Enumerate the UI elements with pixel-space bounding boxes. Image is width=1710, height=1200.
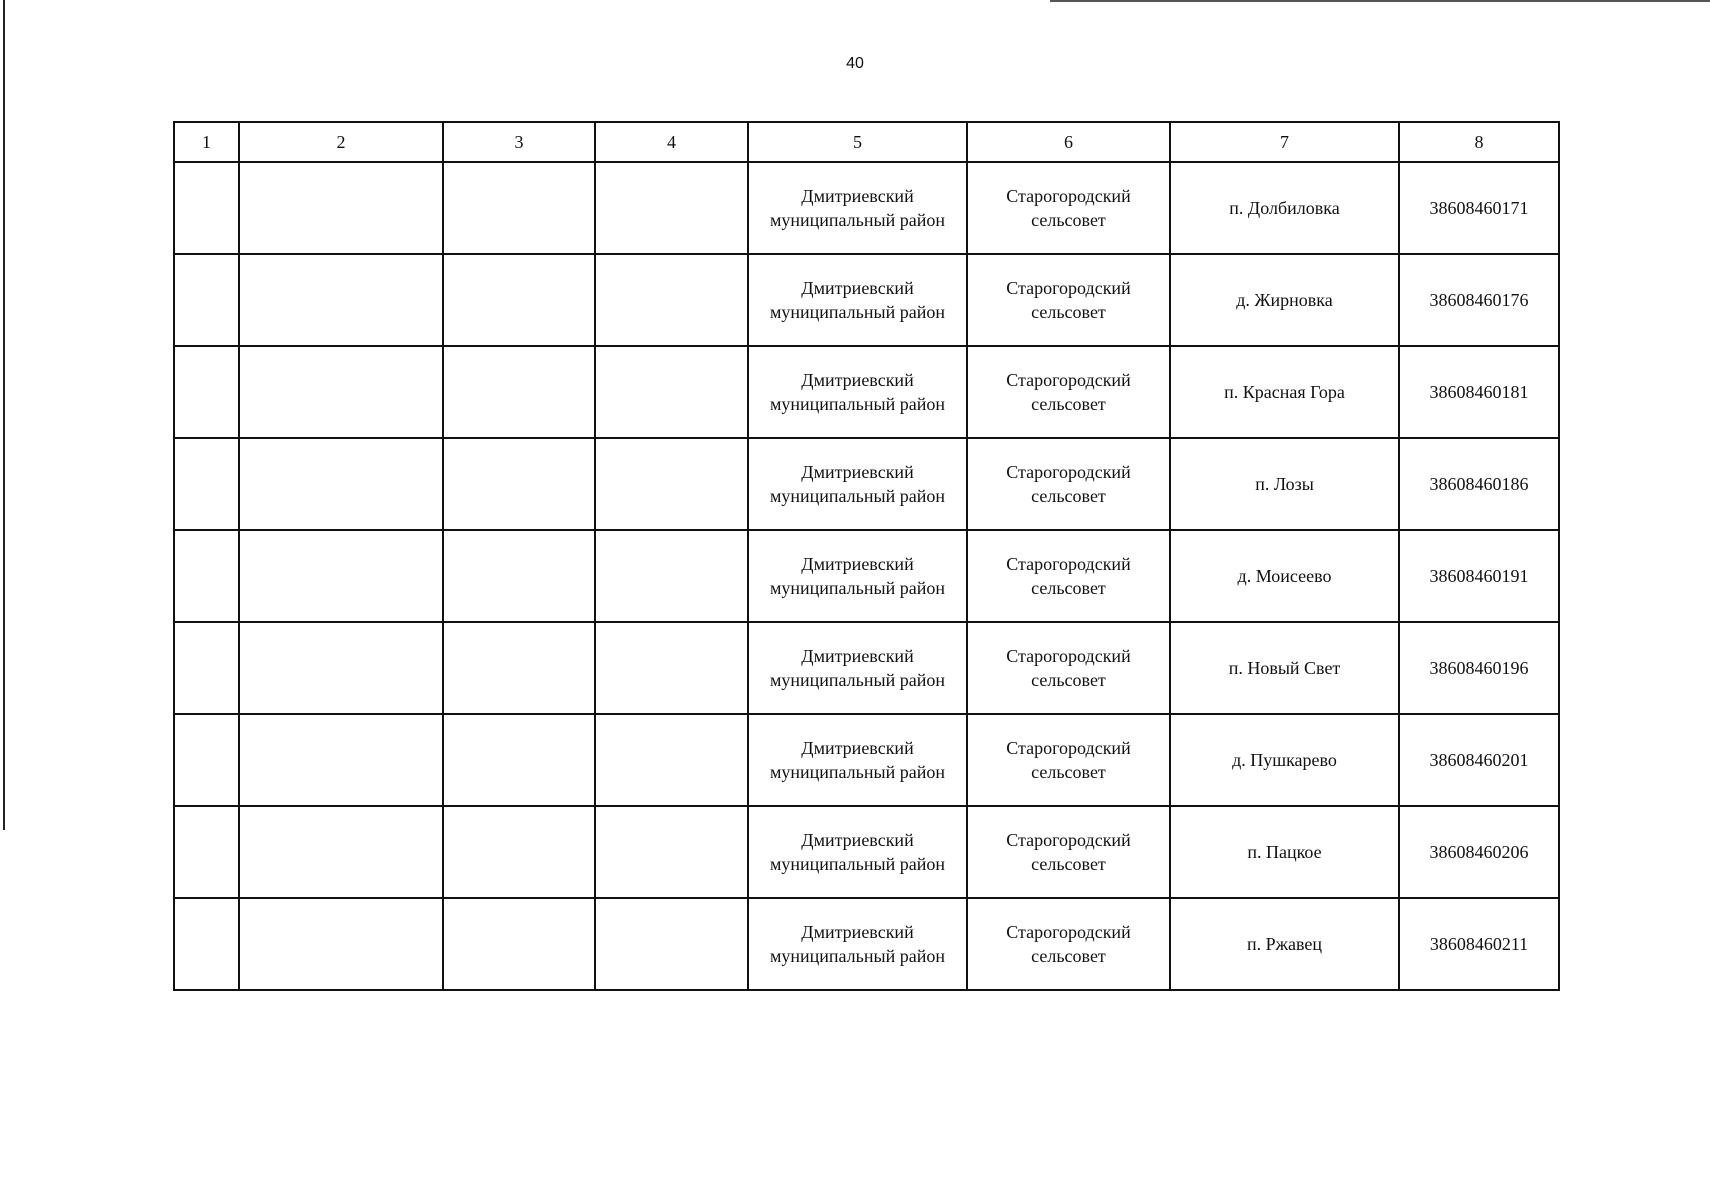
council-line-1: Старогородский [1006,738,1131,758]
table-row [174,254,1559,346]
cell-settlement: д. Моисеево [1170,530,1399,622]
cell-council [967,806,1170,898]
council-line-2: сельсовет [1031,578,1106,598]
cell-col-2 [239,346,443,438]
cell-council [967,438,1170,530]
cell-col-1 [174,714,239,806]
council-line-1: Старогородский [1006,278,1131,298]
settlements-table [173,121,1560,991]
cell-col-3 [443,714,595,806]
table-row [174,530,1559,622]
district-line-1: Дмитриевский [801,554,914,574]
cell-col-2 [239,438,443,530]
cell-col-4 [595,806,748,898]
cell-district [748,438,967,530]
district-line-2: муниципальный район [769,854,945,874]
cell-col-3 [443,438,595,530]
cell-settlement: д. Пушкарево [1170,714,1399,806]
district-line-1: Дмитриевский [801,278,914,298]
cell-code: 38608460211 [1399,898,1559,990]
cell-settlement: п. Новый Свет [1170,622,1399,714]
cell-col-3 [443,346,595,438]
cell-col-2 [239,254,443,346]
cell-col-3 [443,530,595,622]
cell-col-2 [239,714,443,806]
council-line-2: сельсовет [1031,670,1106,690]
cell-col-1 [174,530,239,622]
table-row [174,714,1559,806]
cell-district [748,530,967,622]
cell-col-2 [239,898,443,990]
cell-col-2 [239,162,443,254]
cell-col-2 [239,530,443,622]
district-line-1: Дмитриевский [801,370,914,390]
cell-col-3 [443,622,595,714]
cell-col-1 [174,438,239,530]
cell-district [748,806,967,898]
district-line-2: муниципальный район [769,670,945,690]
district-line-1: Дмитриевский [801,830,914,850]
district-line-2: муниципальный район [769,210,945,230]
council-line-1: Старогородский [1006,554,1131,574]
cell-code: 38608460186 [1399,438,1559,530]
council-line-2: сельсовет [1031,946,1106,966]
cell-code: 38608460171 [1399,162,1559,254]
cell-settlement: п. Лозы [1170,438,1399,530]
district-line-2: муниципальный район [769,946,945,966]
cell-settlement: п. Красная Гора [1170,346,1399,438]
cell-district [748,714,967,806]
district-line-2: муниципальный район [769,762,945,782]
cell-code: 38608460176 [1399,254,1559,346]
column-number: 6 [967,122,1170,162]
council-line-1: Старогородский [1006,646,1131,666]
column-number: 5 [748,122,967,162]
district-line-1: Дмитриевский [801,462,914,482]
cell-col-1 [174,254,239,346]
cell-code: 38608460201 [1399,714,1559,806]
cell-col-1 [174,346,239,438]
cell-col-1 [174,806,239,898]
cell-col-4 [595,438,748,530]
council-line-1: Старогородский [1006,830,1131,850]
district-line-1: Дмитриевский [801,646,914,666]
district-line-2: муниципальный район [769,578,945,598]
cell-council [967,162,1170,254]
cell-code: 38608460191 [1399,530,1559,622]
council-line-2: сельсовет [1031,854,1106,874]
district-line-1: Дмитриевский [801,738,914,758]
cell-settlement: п. Пацкое [1170,806,1399,898]
council-line-1: Старогородский [1006,462,1131,482]
cell-col-4 [595,622,748,714]
cell-col-3 [443,254,595,346]
scan-edge-left [3,0,5,830]
council-line-1: Старогородский [1006,186,1131,206]
cell-col-4 [595,530,748,622]
cell-settlement: п. Ржавец [1170,898,1399,990]
cell-settlement: д. Жирновка [1170,254,1399,346]
cell-col-4 [595,714,748,806]
cell-district [748,898,967,990]
cell-col-1 [174,898,239,990]
column-number: 2 [239,122,443,162]
cell-council [967,898,1170,990]
cell-col-2 [239,806,443,898]
council-line-2: сельсовет [1031,762,1106,782]
council-line-2: сельсовет [1031,302,1106,322]
column-number-row [174,122,1559,162]
council-line-2: сельсовет [1031,486,1106,506]
cell-col-4 [595,898,748,990]
cell-district [748,254,967,346]
table-body [174,122,1559,990]
cell-col-4 [595,162,748,254]
column-number: 1 [174,122,239,162]
cell-col-3 [443,806,595,898]
council-line-2: сельсовет [1031,210,1106,230]
cell-col-4 [595,346,748,438]
table-row [174,438,1559,530]
cell-district [748,346,967,438]
scan-edge-top [1050,0,1710,2]
table-row [174,622,1559,714]
district-line-1: Дмитриевский [801,922,914,942]
cell-council [967,622,1170,714]
column-number: 4 [595,122,748,162]
cell-council [967,254,1170,346]
cell-code: 38608460181 [1399,346,1559,438]
cell-district [748,622,967,714]
council-line-1: Старогородский [1006,370,1131,390]
column-number: 3 [443,122,595,162]
council-line-2: сельсовет [1031,394,1106,414]
cell-col-3 [443,162,595,254]
table-row [174,162,1559,254]
district-line-2: муниципальный район [769,394,945,414]
cell-col-4 [595,254,748,346]
column-number: 7 [1170,122,1399,162]
cell-col-2 [239,622,443,714]
cell-district [748,162,967,254]
cell-code: 38608460206 [1399,806,1559,898]
table-row [174,806,1559,898]
district-line-1: Дмитриевский [801,186,914,206]
page-number: 40 [846,55,864,72]
council-line-1: Старогородский [1006,922,1131,942]
cell-council [967,714,1170,806]
table-row [174,898,1559,990]
cell-council [967,530,1170,622]
table-row [174,346,1559,438]
cell-council [967,346,1170,438]
cell-settlement: п. Долбиловка [1170,162,1399,254]
column-number: 8 [1399,122,1559,162]
cell-col-1 [174,622,239,714]
cell-col-1 [174,162,239,254]
cell-col-3 [443,898,595,990]
district-line-2: муниципальный район [769,302,945,322]
district-line-2: муниципальный район [769,486,945,506]
cell-code: 38608460196 [1399,622,1559,714]
